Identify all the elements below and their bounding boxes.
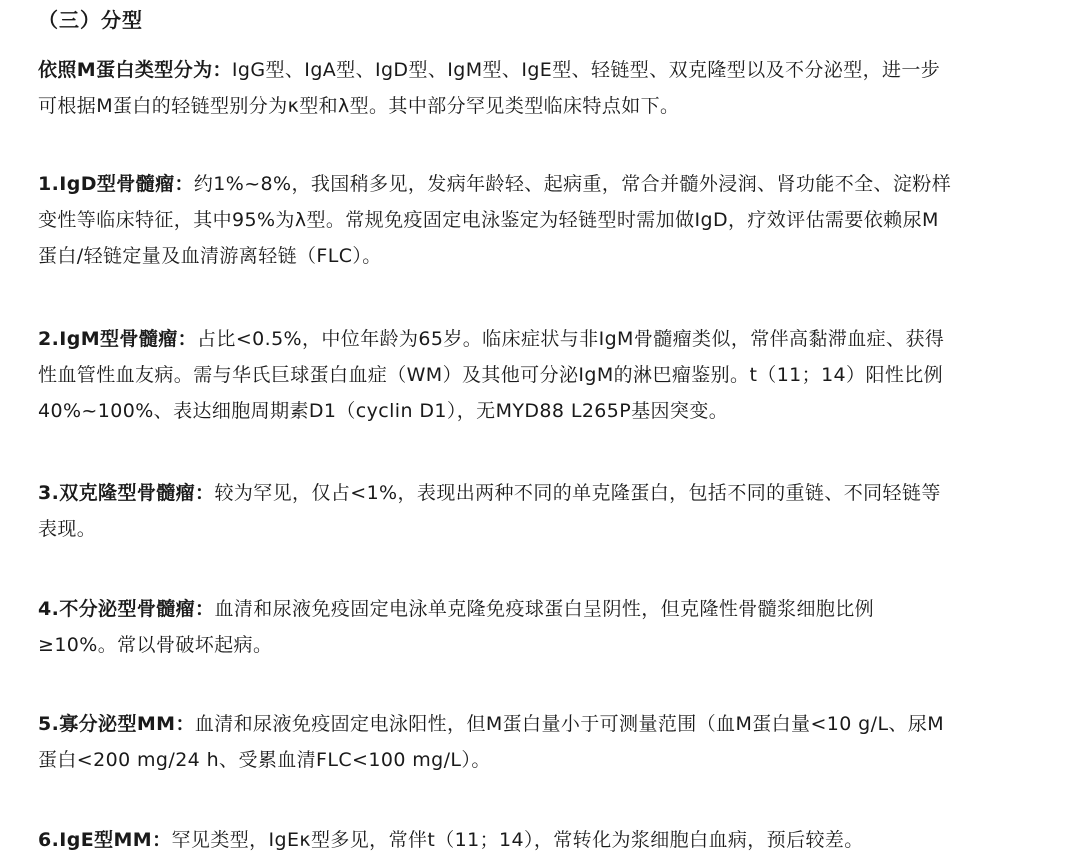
paragraph-line: 占比<0.5%，中位年龄为65岁。临床症状与非IgM骨髓瘤类似，常伴高黏滞血症、获得 [197,328,945,350]
paragraph-lead: 4.不分泌型骨髓瘤： [38,598,215,620]
paragraph-biclonal-myeloma [38,475,1042,547]
paragraph-line: 血清和尿液免疫固定电泳阳性，但M蛋白量小于可测量范围（血M蛋白量<10 g/L、尿M [194,713,945,735]
paragraph-line: 较为罕见，仅占<1%，表现出两种不同的单克隆蛋白，包括不同的重链、不同轻链等 [214,482,941,504]
paragraph-line: 40%~100%、表达细胞周期素D1（cyclin D1），无MYD88 L265P基因突变。 [38,400,729,422]
paragraph-line: 罕见类型，IgEκ型多见，常伴t（11；14），常转化为浆细胞白血病，预后较差。 [171,829,864,851]
paragraph-line: 表现。 [38,518,97,540]
section-heading: （三）分型 [38,8,143,32]
paragraph-igd-myeloma [38,166,1042,274]
paragraph-ige-mm [38,822,1042,858]
paragraph-line: ≥10%。常以骨破坏起病。 [38,634,273,656]
paragraph-line: 性血管性血友病。需与华氏巨球蛋白血症（WM）及其他可分泌IgM的淋巴瘤鉴别。t（11；14）阳性比例 [38,364,944,386]
paragraph-igm-myeloma [38,321,1042,429]
paragraph-lead: 2.IgM型骨髓瘤： [38,328,198,350]
paragraph-nonsecretory-myeloma [38,591,1042,663]
paragraph-lead: 6.IgE型MM： [38,829,172,851]
paragraph-line: 血清和尿液免疫固定电泳单克隆免疫球蛋白呈阴性，但克隆性骨髓浆细胞比例 [214,598,875,620]
paragraph-line: 可根据M蛋白的轻链型别分为κ型和λ型。其中部分罕见类型临床特点如下。 [38,95,680,117]
paragraph-oligosecretory-mm [38,706,1042,778]
paragraph-lead: 5.寡分泌型MM： [38,713,195,735]
paragraph-line: 蛋白/轻链定量及血清游离轻链（FLC）。 [38,245,382,267]
paragraph-lead: 依照M蛋白类型分为： [38,59,232,81]
paragraph-line: IgG型、IgA型、IgD型、IgM型、IgE型、轻链型、双克隆型以及不分泌型，进一步 [231,59,941,81]
paragraph-line: 蛋白<200 mg/24 h、受累血清FLC<100 mg/L）。 [38,749,491,771]
paragraph-classification-intro [38,52,1042,124]
paragraph-lead: 3.双克隆型骨髓瘤： [38,482,215,504]
paragraph-line: 约1%~8%，我国稍多见，发病年龄轻、起病重，常合并髓外浸润、肾功能不全、淀粉样 [193,173,952,195]
paragraph-lead: 1.IgD型骨髓瘤： [38,173,194,195]
paragraph-line: 变性等临床特征，其中95%为λ型。常规免疫固定电泳鉴定为轻链型时需加做IgD，疗效评估需要依赖尿M [38,209,939,231]
